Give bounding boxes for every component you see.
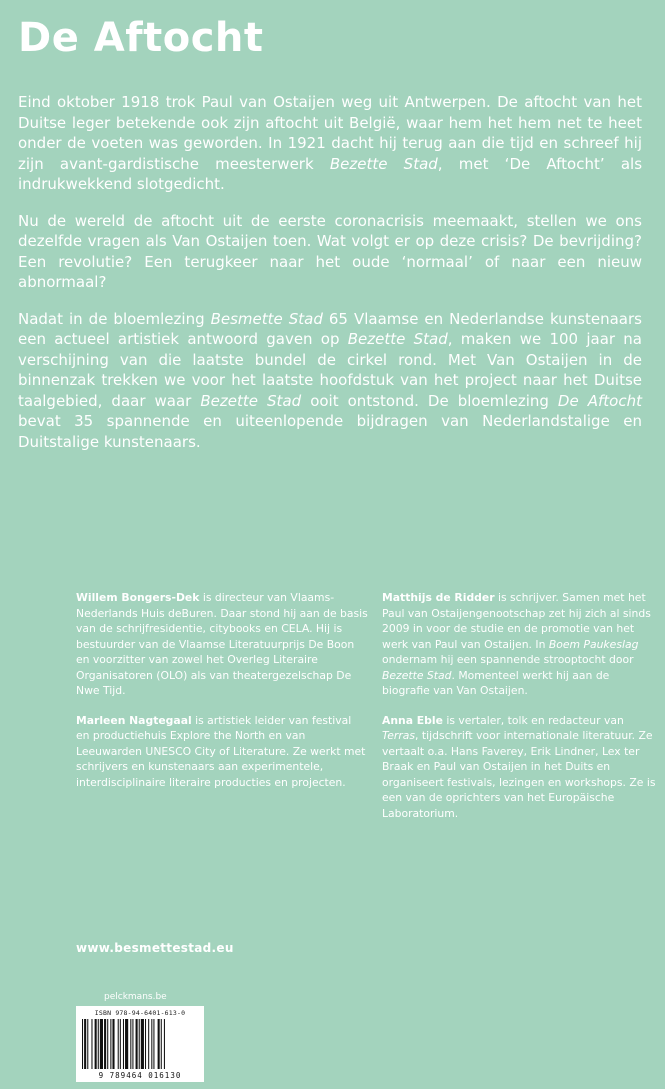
website-url: www.besmettestad.eu bbox=[76, 941, 234, 955]
isbn-label: ISBN 978-94-6401-613-0 bbox=[94, 1009, 186, 1017]
bio-anna-eble: Anna Eble is vertaler, tolk en redacteur van Terras, tijdschrift voor internationale literatuur. Ze vertaalt o.a. Hans Faverey, Erik Lindner, Lex ter Braak en Paul van Ostaijen in het Duits en organiseert festivals, lezingen en workshops. Ze is een van de oprichters van het Europäische Laboratorium. bbox=[382, 713, 656, 820]
contributor-bios bbox=[76, 590, 656, 835]
intro-text bbox=[18, 92, 642, 468]
bios-left-column bbox=[76, 590, 368, 835]
book-title: De Aftocht bbox=[18, 15, 264, 61]
bio-marleen-nagtegaal: Marleen Nagtegaal is artistiek leider van festival en productiehuis Explore the North en van Leeuwarden UNESCO City of Literature. Ze werkt met schrijvers en kunstenaars aan experimentele, interdisciplinaire literaire producties en projecten. bbox=[76, 713, 366, 789]
bios-right-column bbox=[382, 590, 656, 835]
barcode-number: 9 789464 016130 bbox=[98, 1071, 182, 1080]
intro-paragraph-2: Nu de wereld de aftocht uit de eerste coronacrisis meemaakt, stellen we ons dezelfde vragen als Van Ostaijen toen. Wat volgt er op deze crisis? De bevrijding? Een revolutie? Een terugkeer naar het oude ‘normaal’ of naar een nieuw abnormaal? bbox=[18, 211, 642, 291]
intro-paragraph-3: Nadat in de bloemlezing Besmette Stad 65 Vlaamse en Nederlandse kunstenaars een actueel artistiek antwoord gaven op Bezette Stad, maken we 100 jaar na verschijning van die laatste bundel de cirkel rond. Met Van Ostaijen in de binnenzak trekken we voor het laatste hoofdstuk van het project naar het Duitse taalgebied, daar waar Bezette Stad ooit ontstond. De bloemlezing De Aftocht bevat 35 spannende en uiteenlopende bijdragen van Nederlandstalige en Duitstalige kunstenaars. bbox=[18, 309, 643, 451]
publisher-logo: pelckmans.be bbox=[104, 992, 167, 1002]
intro-paragraph-1: Eind oktober 1918 trok Paul van Ostaijen weg uit Antwerpen. De aftocht van het Duitse leger betekende ook zijn aftocht uit België, waar hem het hem net te heet onder de voeten was geworden. In 1921 dacht hij terug aan die tijd en schreef hij zijn avant-gardistische meesterwerk Bezette Stad, met ‘De Aftocht’ als indrukwekkend slotgedicht. bbox=[18, 93, 643, 193]
barcode bbox=[76, 1006, 204, 1082]
bio-willem-bongers-dek: Willem Bongers-Dek is directeur van Vlaams-Nederlands Huis deBuren. Daar stond hij aan de basis van de schrijfresidentie, citybooks en CELA. Hij is bestuurder van de Vlaamse Literatuurprijs De Boon en voorzitter van zowel het Overleg Literaire Organisatoren (OLO) als van theatergezelschap De Nwe Tijd. bbox=[76, 591, 368, 697]
bio-matthijs-de-ridder: Matthijs de Ridder is schrijver. Samen met het Paul van Ostaijengenootschap zet hij zich al sinds 2009 in voor de studie en de promotie van het werk van Paul van Ostaijen. In Boem Paukeslag ondernam hij een spannende strooptocht door Bezette Stad. Momenteel werkt hij aan de biografie van Van Ostaijen. bbox=[382, 591, 651, 697]
barcode-bars bbox=[80, 1019, 200, 1071]
